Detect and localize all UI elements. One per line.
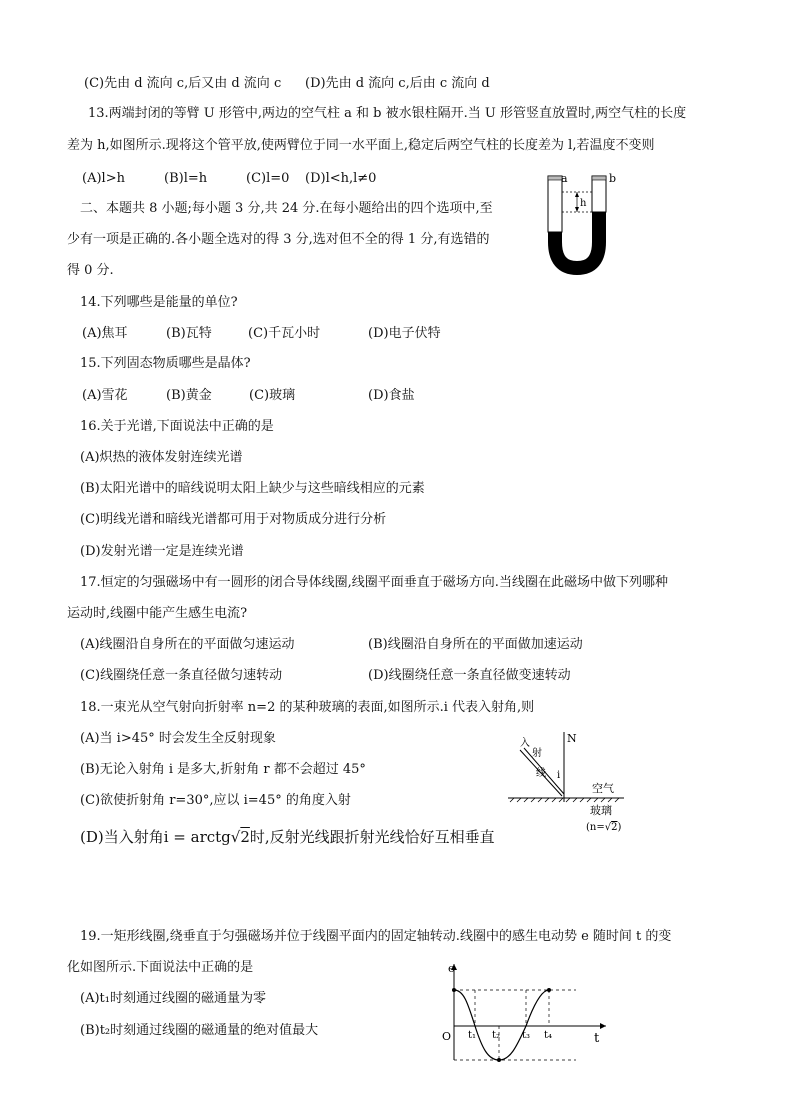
- q15-stem: 15.下列固态物质哪些是晶体?: [80, 356, 251, 371]
- sqrt-symbol: √: [230, 828, 241, 846]
- q17-option-b: (B)线圈沿自身所在的平面做加速运动: [368, 637, 583, 652]
- q13-option-a: (A)l>h: [82, 171, 125, 186]
- q13-option-d: (D)l<h,l≠0: [305, 171, 377, 186]
- u-tube-label-h: h: [580, 198, 587, 209]
- q16-option-d: (D)发射光谱一定是连续光谱: [80, 544, 244, 559]
- q18-option-d: [80, 828, 495, 846]
- n-prefix: (n=: [586, 822, 605, 833]
- u-tube-figure: [540, 170, 620, 275]
- medium-label-air: 空气: [592, 782, 614, 795]
- q15-option-a: (A)雪花: [82, 388, 128, 403]
- section2-line3: 得 0 分.: [67, 263, 114, 278]
- q17-option-a: (A)线圈沿自身所在的平面做匀速运动: [80, 637, 295, 652]
- q12-option-c: (C)先由 d 流向 c,后又由 d 流向 c: [84, 76, 282, 91]
- n-sqrt: √: [604, 822, 612, 833]
- q17-stem-line1: 17.恒定的匀强磁场中有一圆形的闭合导体线圈,线圈平面垂直于磁场方向.当线圈在此磁场中做下列哪种: [80, 575, 668, 590]
- ray-label-1: 入: [520, 738, 530, 749]
- section2-line1: 二、本题共 8 小题;每小题 3 分,共 24 分.在每小题给出的四个选项中,至: [80, 201, 493, 216]
- q13-stem-line1: 13.两端封闭的等臂 U 形管中,两边的空气柱 a 和 b 被水银柱隔开.当 U 形管竖直放置时,两空气柱的长度: [88, 106, 687, 121]
- n-root: 2: [611, 822, 618, 833]
- emf-time-graph: [438, 960, 613, 1070]
- q19-option-b: (B)t₂时刻通过线圈的磁通量的绝对值最大: [80, 1023, 319, 1038]
- n-suffix: ): [617, 822, 622, 833]
- q18-option-c: (C)欲使折射角 r=30°,应以 i=45° 的角度入射: [80, 793, 351, 808]
- q17-stem-line2: 运动时,线圈中能产生感生电流?: [67, 606, 248, 621]
- q18-option-d-root: 2: [240, 828, 250, 846]
- axis-label-e: e: [448, 962, 455, 975]
- u-tube-label-a: a: [561, 172, 568, 185]
- q19-option-a: (A)t₁时刻通过线圈的磁通量为零: [80, 991, 266, 1006]
- q19-stem-line1: 19.一矩形线圈,绕垂直于匀强磁场并位于线圈平面内的固定轴转动.线圈中的感生电动势 e 随时间 t 的变: [80, 929, 672, 944]
- ray-label-2: 射: [532, 748, 542, 759]
- refractive-index-label: [586, 822, 621, 833]
- q15-option-c: (C)玻璃: [249, 388, 296, 403]
- tick-label-t3: t₃: [522, 1030, 531, 1041]
- q13-option-b: (B)l=h: [164, 171, 208, 186]
- tick-label-t1: t₁: [468, 1030, 477, 1041]
- q13-stem-line2: 差为 h,如图所示.现将这个管平放,使两臂位于同一水平面上,稳定后两空气柱的长度差为 l,若温度不变则: [67, 138, 655, 153]
- q18-option-a: (A)当 i>45° 时会发生全反射现象: [80, 731, 276, 746]
- q18-option-d-prefix: (D)当入射角i = arctg: [80, 828, 231, 846]
- angle-label-i: i: [557, 770, 561, 781]
- tick-label-t4: t₄: [544, 1030, 553, 1041]
- q15-option-b: (B)黄金: [166, 388, 212, 403]
- q16-option-b: (B)太阳光谱中的暗线说明太阳上缺少与这些暗线相应的元素: [80, 481, 425, 496]
- q19-stem-line2: 化如图所示.下面说法中正确的是: [67, 960, 254, 975]
- ray-label-3: 线: [536, 768, 546, 779]
- q13-option-c: (C)l=0: [246, 171, 290, 186]
- q14-stem: 14.下列哪些是能量的单位?: [80, 295, 238, 310]
- q18-option-b: (B)无论入射角 i 是多大,折射角 r 都不会超过 45°: [80, 762, 366, 777]
- q17-option-c: (C)线圈绕任意一条直径做匀速转动: [80, 668, 283, 683]
- refraction-figure: [500, 730, 630, 840]
- q16-option-a: (A)炽热的液体发射连续光谱: [80, 450, 243, 465]
- q17-option-d: (D)线圈绕任意一条直径做变速转动: [368, 668, 571, 683]
- q15-option-d: (D)食盐: [368, 388, 415, 403]
- q18-stem: 18.一束光从空气射向折射率 n=2 的某种玻璃的表面,如图所示.i 代表入射角,则: [80, 700, 535, 715]
- medium-label-glass: 玻璃: [590, 804, 612, 817]
- q16-stem: 16.关于光谱,下面说法中正确的是: [80, 419, 274, 434]
- q14-option-c: (C)千瓦小时: [248, 326, 321, 341]
- section2-line2: 少有一项是正确的.各小题全选对的得 3 分,选对但不全的得 1 分,有选错的: [67, 232, 490, 247]
- q14-option-b: (B)瓦特: [166, 326, 212, 341]
- q14-option-d: (D)电子伏特: [368, 326, 441, 341]
- q16-option-c: (C)明线光谱和暗线光谱都可用于对物质成分进行分析: [80, 512, 387, 527]
- q12-option-d: (D)先由 d 流向 c,后由 c 流向 d: [305, 76, 490, 91]
- axis-label-o: O: [442, 1030, 452, 1043]
- normal-label-n: N: [567, 732, 577, 745]
- u-tube-label-b: b: [609, 172, 617, 185]
- tick-label-t2: t₂: [492, 1030, 501, 1041]
- q14-option-a: (A)焦耳: [82, 326, 128, 341]
- q18-option-d-suffix: 时,反射光线跟折射光线恰好互相垂直: [249, 828, 495, 846]
- axis-label-t: t: [594, 1031, 600, 1046]
